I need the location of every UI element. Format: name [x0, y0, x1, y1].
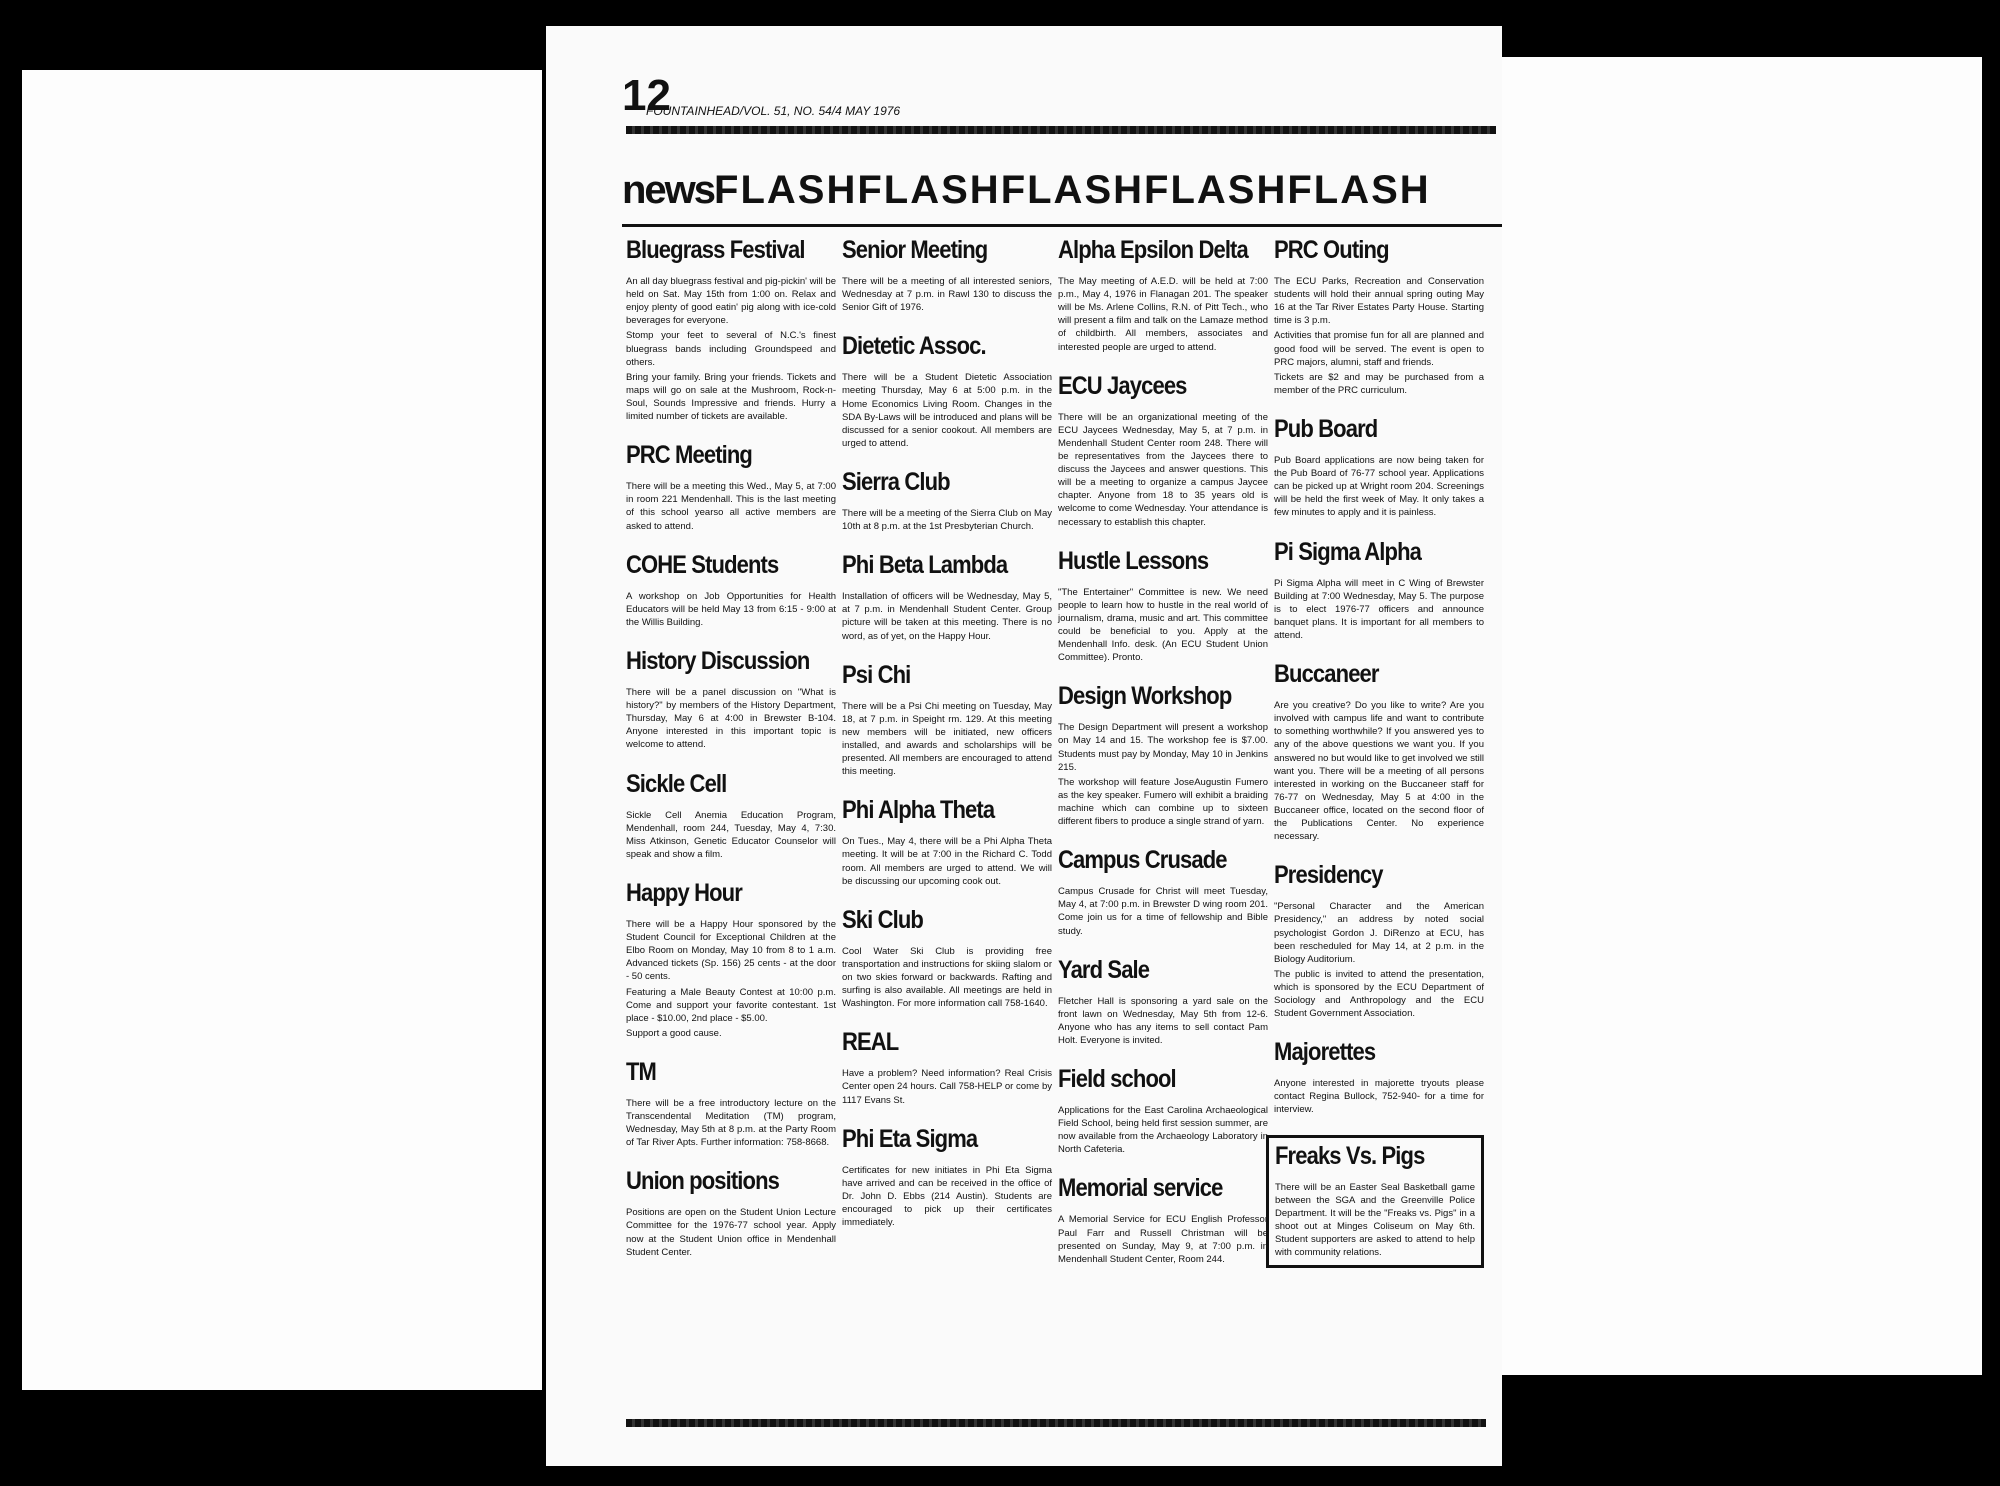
newspaper-page [546, 26, 1502, 1466]
article [1058, 547, 1268, 665]
article-headline: Ski Club [842, 905, 923, 934]
column-3 [1058, 236, 1268, 1284]
article-text: There will be a Psi Chi meeting on Tuesday, May 18, at 7 p.m. in Speight rm. 129. At this meeting new members will be initiated, new officers installed, and awards and scholarships will be presented. All members are encouraged to attend this meeting. [842, 700, 1052, 778]
article-text: Fletcher Hall is sponsoring a yard sale on the front lawn on Wednesday, May 5th from 12-6. Anyone who has any items to sell contact Pam Holt. Everyone is invited. [1058, 995, 1268, 1046]
article-headline: Phi Beta Lambda [842, 551, 1008, 580]
article-text: "The Entertainer" Committee is new. We need people to learn how to hustle in the real world of journalism, drama, music and art. This committee could be beneficial to you. Apply at the Mendenhall Info. desk. (An ECU Student Union Committee). Pronto. [1058, 586, 1268, 664]
article [1274, 1038, 1484, 1116]
article [842, 236, 1052, 314]
article [626, 551, 836, 629]
article-headline: Union positions [626, 1167, 780, 1196]
article-text: Anyone interested in majorette tryouts please contact Regina Bullock, 752-940- for a time for interview. [1274, 1078, 1484, 1116]
article [842, 906, 1052, 1011]
article-text: Featuring a Male Beauty Contest at 10:00 p.m. Come and support your favorite contestant. 1st place - $10.00, 2nd place - $5.00. [626, 986, 836, 1024]
article-headline: Alpha Epsilon Delta [1058, 236, 1248, 264]
article-headline: Dietetic Assoc. [842, 332, 986, 361]
article [1058, 1065, 1268, 1156]
article [626, 441, 836, 532]
article [1058, 682, 1268, 828]
article-headline: COHE Students [626, 550, 779, 579]
article-headline: Hustle Lessons [1058, 546, 1209, 575]
masthead-flash: FLASHFLASHFLASHFLASHFLASH [714, 168, 1431, 212]
article [1058, 1174, 1268, 1265]
header-rule [626, 126, 1496, 134]
article-text: Stomp your feet to several of N.C.'s finest bluegrass bands including Groundspeed and others. [626, 330, 836, 368]
article-headline: Yard Sale [1058, 955, 1150, 984]
article-headline: Phi Eta Sigma [842, 1124, 978, 1153]
article [626, 236, 836, 423]
article-headline: ECU Jaycees [1058, 371, 1187, 400]
article-text: Pi Sigma Alpha will meet in C Wing of Brewster Building at 7:00 Wednesday, May 5. The purpose is to elect 1976-77 officers and announce banquet plans. It is important for all members to attend. [1274, 577, 1484, 641]
article [626, 1167, 836, 1258]
article-text: There will be a meeting of all interested seniors, Wednesday at 7 p.m. in Rawl 130 to discuss the Senior Gift of 1976. [842, 276, 1052, 314]
article [1274, 236, 1484, 397]
article [842, 661, 1052, 779]
article-text: An all day bluegrass festival and pig-pickin' will be held on Sat. May 15th from 1:00 on. Relax and enjoy plenty of good eatin' pig along with ice-cold beverages for everyone. [626, 276, 836, 327]
publication-info: FOUNTAINHEAD/VOL. 51, NO. 54/4 MAY 1976 [646, 104, 901, 118]
article-text: Certificates for new initiates in Phi Eta Sigma have arrived and can be received in the office of Dr. John D. Ebbs (214 Austin). Students are encouraged to pick up their certificates immediately. [842, 1164, 1052, 1229]
masthead-rule [622, 224, 1502, 227]
article-text: Cool Water Ski Club is providing free transportation and instructions for skiing slalom or on two skies forward or backwards. Rafting and surfing is also available. All meetings are held in Washington. For more information call 758-1640. [842, 945, 1052, 1010]
article-headline: Field school [1058, 1065, 1176, 1094]
article-text: There will be a Student Dietetic Association meeting Thursday, May 6 at 5:00 p.m. in the Home Economics Living Room. Changes in the SDA By-Laws will be introduced and plans will be discussed for a senior cookout. All members are urged to attend. [842, 372, 1052, 449]
article-text: The public is invited to attend the presentation, which is sponsored by the ECU Department of Sociology and Anthropology and the ECU Student Government Association. [1274, 968, 1484, 1020]
article-text: The May meeting of A.E.D. will be held at 7:00 p.m., May 4, 1976 in Flanagan 201. The speaker will be Ms. Arlene Collins, R.N. of Pitt Tech., who will present a film and talk on the Lamaze method of childbirth. All members, associates and interested people are urged to attend. [1058, 276, 1268, 353]
article [842, 332, 1052, 450]
masthead-news: news [622, 168, 715, 212]
article [1274, 415, 1484, 520]
article-text: Are you creative? Do you like to write? Are you involved with campus life and want to contribute to something worthwhile? If you answered yes to any of the above questions we want you. If you answered no but would like to get involved we still want you. There will be a meeting of all persons interested in working on the Buccaneer staff for 76-77 on Wednesday, May 5 at 4:00 in the Buccaneer office, located on the second floor of the Publications Center. No experience necessary. [1274, 700, 1484, 843]
article-headline: TM [626, 1057, 657, 1086]
article [1274, 861, 1484, 1020]
article [1058, 372, 1268, 529]
article-text: There will be an Easter Seal Basketball game between the SGA and the Greenville Police Department. It will be the "Freaks vs. Pigs" in a shoot out at Minges Coliseum on May 6th. Student supporters are asked to attend to help with community relations. [1275, 1181, 1475, 1259]
article-text: The workshop will feature JoseAugustin Fumero as the key speaker. Fumero will exhibit a braiding machine which can combine up to sixteen different fibers to produce a single strand of yarn. [1058, 776, 1268, 828]
article-headline: Presidency [1274, 861, 1383, 890]
background-page-right [1500, 57, 1982, 1375]
article [1266, 1135, 1484, 1269]
article [1058, 236, 1268, 354]
article-text: A Memorial Service for ECU English Professor Paul Farr and Russell Christman will be presented on Sunday, May 9, at 7:00 p.m. in Mendenhall Student Center, Room 244. [1058, 1214, 1268, 1265]
article-headline: Freaks Vs. Pigs [1275, 1141, 1425, 1170]
article [1058, 956, 1268, 1047]
article-headline: Design Workshop [1058, 682, 1232, 711]
article-headline: Campus Crusade [1058, 846, 1227, 875]
article-text: Applications for the East Carolina Archaeological Field School, being held first session summer, are now available from the Archaeology Laboratory in North Cafeteria. [1058, 1105, 1268, 1156]
column-4 [1274, 236, 1484, 1286]
article [842, 551, 1052, 642]
article-text: Pub Board applications are now being taken for the Pub Board of 76-77 school year. Applications can be picked up at Wright room 204. Screenings will be held the first week of May. It only takes a few minutes to apply and it is painless. [1274, 454, 1484, 519]
article-headline: Pub Board [1274, 414, 1378, 443]
background-page-left [22, 70, 542, 1390]
article-text: The ECU Parks, Recreation and Conservation students will hold their annual spring outing May 16 at the Tar River Estates Party House. Starting time is 3 p.m. [1274, 276, 1484, 327]
article [842, 1125, 1052, 1230]
article [842, 796, 1052, 887]
article-text: A workshop on Job Opportunities for Health Educators will be held May 13 from 6:15 - 9:00 at the Willis Building. [626, 590, 836, 628]
article-text: There will be a meeting this Wed., May 5, at 7:00 in room 221 Mendenhall. This is the last meeting of this school yearso all active members are asked to attend. [626, 481, 836, 532]
article-text: The Design Department will present a workshop on May 14 and 15. The workshop fee is $7.00. Students must pay by Monday, May 10 in Jenkins 215. [1058, 722, 1268, 773]
article-text: On Tues., May 4, there will be a Phi Alpha Theta meeting. It will be at 7:00 in the Richard C. Todd room. All members are urged to attend. We will be discussing our upcoming cook out. [842, 836, 1052, 887]
article-headline: Sierra Club [842, 467, 950, 496]
masthead [622, 168, 1431, 213]
article-text: There will be a panel discussion on "What is history?" by members of the History Department, Thursday, May 6 at 4:00 in Brewster B-104. Anyone interested in this important topic is welcome to attend. [626, 686, 836, 751]
article-text: There will be a meeting of the Sierra Club on May 10th at 8 p.m. at the 1st Presbyterian Church. [842, 507, 1052, 533]
article-text: Bring your family. Bring your friends. Tickets and maps will go on sale at the Mushroom, Rock-n-Soul, Sounds Impressive and friends. Hurry a limited number of tickets are available. [626, 371, 836, 423]
article-headline: Sickle Cell [626, 769, 727, 798]
article-headline: Pi Sigma Alpha [1274, 537, 1422, 566]
article-headline: Psi Chi [842, 660, 911, 689]
article-headline: Bluegrass Festival [626, 236, 805, 264]
article-headline: Senior Meeting [842, 236, 988, 264]
article-headline: Happy Hour [626, 878, 742, 907]
article [626, 770, 836, 861]
article-text: Positions are open on the Student Union Lecture Committee for the 1976-77 school year. Apply now at the Student Union office in Mendenhall Student Center. [626, 1207, 836, 1258]
article [626, 1058, 836, 1149]
article [626, 647, 836, 752]
article [626, 879, 836, 1040]
article-text: Tickets are $2 and may be purchased from a member of the PRC curriculum. [1274, 371, 1484, 396]
article-text: Have a problem? Need information? Real Crisis Center open 24 hours. Call 758-HELP or come by 1117 Evans St. [842, 1068, 1052, 1106]
article-text: Installation of officers will be Wednesday, May 5, at 7 p.m. in Mendenhall Student Center. Group picture will be taken at this meeting. There is no word, as of yet, on the Happy Hour. [842, 591, 1052, 642]
footer-rule [626, 1419, 1486, 1427]
article-text: Support a good cause. [626, 1027, 722, 1039]
article-headline: PRC Outing [1274, 236, 1389, 264]
article-text: There will be a free introductory lecture on the Transcendental Meditation (TM) program, Wednesday, May 5th at 8 p.m. at the Party Room of Tar River Apts. Further information: 758-8668. [626, 1097, 836, 1149]
article-text: Activities that promise fun for all are planned and good food will be served. The event is open to PRC majors, alumni, staff and friends. [1274, 330, 1484, 368]
article-headline: Phi Alpha Theta [842, 796, 995, 825]
article-headline: Memorial service [1058, 1174, 1223, 1203]
article [1274, 538, 1484, 643]
article-text: "Personal Character and the American Presidency," an address by noted social psychologist Gordon J. DiRenzo at ECU, has been rescheduled for May 14, at 2 p.m. in the Biology Auditorium. [1274, 901, 1484, 965]
article-headline: REAL [842, 1028, 899, 1057]
article-text: Sickle Cell Anemia Education Program, Mendenhall, room 244, Tuesday, May 4, 7:30. Miss Atkinson, Genetic Educator Counselor will speak and show a film. [626, 809, 836, 860]
article-text: Campus Crusade for Christ will meet Tuesday, May 4, at 7:00 p.m. in Brewster D wing room 201. Come join us for a time of fellowship and Bible study. [1058, 886, 1268, 937]
article-text: There will be a Happy Hour sponsored by the Student Council for Exceptional Children at the Elbo Room on Monday, May 10 from 8 to 1 a.m. Advanced tickets (Sp. 156) 25 cents - at the door - 50 cents. [626, 918, 836, 983]
article-headline: Majorettes [1274, 1038, 1376, 1067]
article-headline: Buccaneer [1274, 660, 1379, 689]
column-2 [842, 236, 1052, 1247]
article [1274, 660, 1484, 843]
article-headline: PRC Meeting [626, 441, 753, 470]
article-headline: History Discussion [626, 646, 810, 675]
article-text: There will be an organizational meeting of the ECU Jaycees Wednesday, May 5, at 7 p.m. in Mendenhall Student Center room 248. There will be representatives from the Jaycees there to discuss the Jaycees and answer questions. This will be a meeting to organize a campus Jaycee chapter. Anyone from 18 to 35 years old is welcome to come Wednesday. Your attendance is necessary to establish this chapter. [1058, 411, 1268, 528]
column-1 [626, 236, 836, 1277]
article [842, 1028, 1052, 1106]
article [1058, 846, 1268, 937]
article [842, 468, 1052, 533]
page-number: 12 [622, 71, 671, 120]
